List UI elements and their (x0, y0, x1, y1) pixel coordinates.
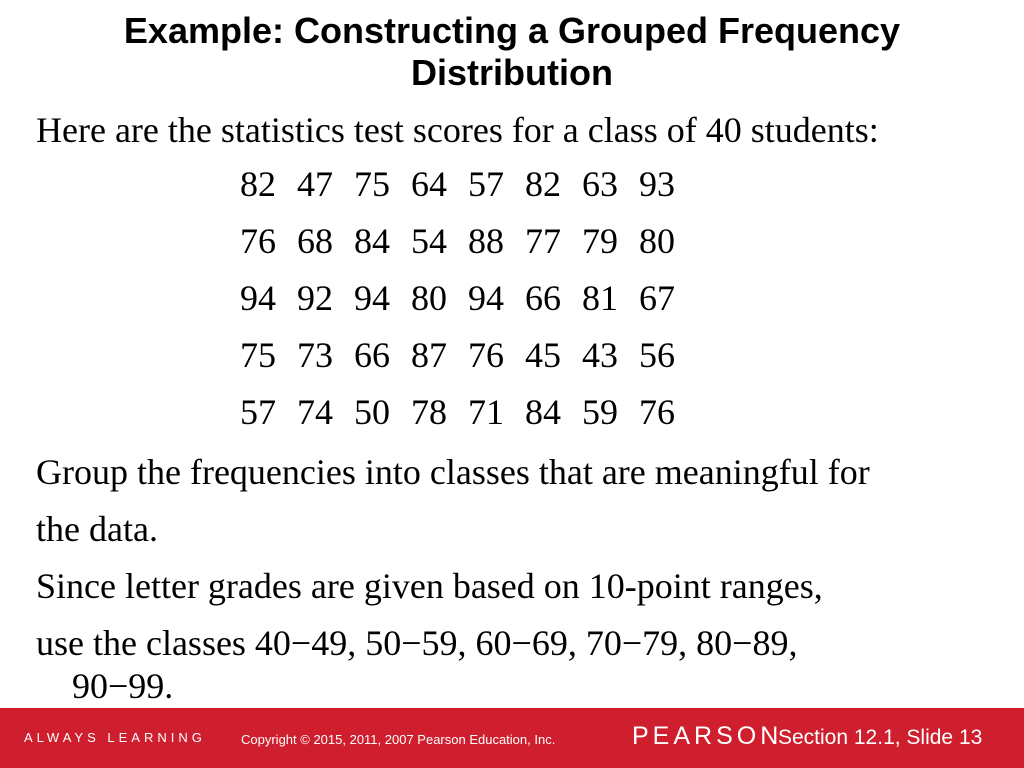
intro-text: Here are the statistics test scores for a class of 40 students: (36, 110, 879, 150)
score-value: 78 (411, 392, 447, 432)
score-value: 56 (639, 335, 675, 375)
score-value: 68 (297, 221, 333, 261)
footer-bar (0, 708, 1024, 768)
score-value: 54 (411, 221, 447, 261)
score-value: 81 (582, 278, 618, 318)
score-value: 80 (411, 278, 447, 318)
score-value: 43 (582, 335, 618, 375)
score-value: 94 (354, 278, 390, 318)
score-value: 74 (297, 392, 333, 432)
since-text: Since letter grades are given based on 10-point ranges, (36, 566, 823, 606)
score-value: 45 (525, 335, 561, 375)
score-row (240, 392, 696, 449)
slide-title: Example: Constructing a Grouped Frequency Distribution (123, 10, 901, 93)
score-value: 76 (639, 392, 675, 432)
score-value: 94 (240, 278, 276, 318)
score-value: 87 (411, 335, 447, 375)
score-row (240, 164, 696, 221)
group-text-line-2: the data. (36, 509, 158, 549)
score-value: 57 (240, 392, 276, 432)
score-value: 93 (639, 164, 675, 204)
group-text-line-1: Group the frequencies into classes that are meaningful for (36, 452, 870, 492)
score-value: 77 (525, 221, 561, 261)
score-value: 84 (525, 392, 561, 432)
score-value: 75 (240, 335, 276, 375)
score-value: 79 (582, 221, 618, 261)
score-value: 64 (411, 164, 447, 204)
classes-text-line-1: use the classes 40−49, 50−59, 60−69, 70−79, 80−89, (36, 623, 798, 663)
score-value: 92 (297, 278, 333, 318)
score-value: 57 (468, 164, 504, 204)
score-row (240, 335, 696, 392)
score-value: 80 (639, 221, 675, 261)
score-value: 82 (525, 164, 561, 204)
score-value: 75 (354, 164, 390, 204)
score-value: 94 (468, 278, 504, 318)
classes-text-line-2: 90−99. (72, 666, 174, 706)
scores-table (240, 164, 696, 449)
score-value: 73 (297, 335, 333, 375)
pearson-logo: PEARSON (632, 722, 783, 750)
score-value: 82 (240, 164, 276, 204)
score-row (240, 221, 696, 278)
score-value: 71 (468, 392, 504, 432)
score-value: 50 (354, 392, 390, 432)
score-row (240, 278, 696, 335)
copyright-notice: Copyright © 2015, 2011, 2007 Pearson Education, Inc. (241, 732, 556, 747)
always-learning-tagline: ALWAYS LEARNING (24, 730, 206, 745)
score-value: 59 (582, 392, 618, 432)
score-value: 66 (525, 278, 561, 318)
score-value: 76 (468, 335, 504, 375)
score-value: 63 (582, 164, 618, 204)
score-value: 88 (468, 221, 504, 261)
score-value: 67 (639, 278, 675, 318)
score-value: 84 (354, 221, 390, 261)
section-slide-number: Section 12.1, Slide 13 (778, 726, 983, 749)
score-value: 66 (354, 335, 390, 375)
score-value: 76 (240, 221, 276, 261)
score-value: 47 (297, 164, 333, 204)
